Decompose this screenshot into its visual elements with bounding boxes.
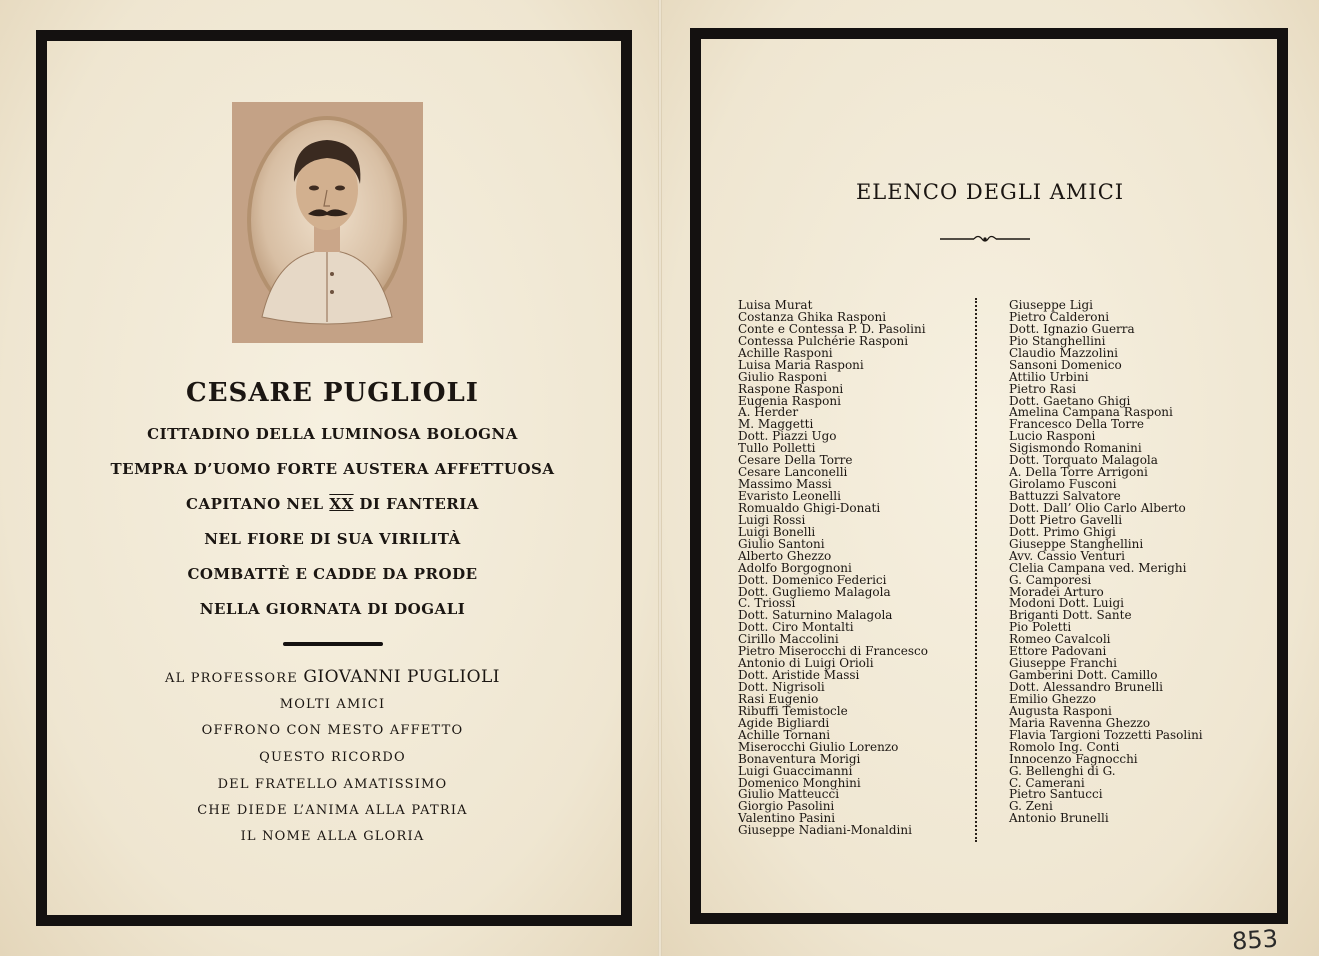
friend-name: Giulio Santoni	[738, 536, 825, 551]
dedication-line: MOLTI AMICI	[279, 697, 386, 712]
friend-name: Flavia Targioni Tozzetti Pasolini	[1009, 727, 1203, 742]
friend-name: Luigi Bonelli	[738, 524, 816, 539]
friend-name: Pietro Miserocchi di Francesco	[738, 644, 928, 659]
friend-name: Girolamo Fusconi	[1009, 477, 1117, 492]
friend-name: Pietro Santucci	[1009, 787, 1103, 802]
dedication-line: IL NOME ALLA GLORIA	[240, 829, 425, 844]
friend-name: Achille Rasponi	[738, 345, 833, 360]
friends-list-column-right	[1009, 300, 1203, 825]
friend-name: Pio Stanghellini	[1009, 333, 1106, 348]
dedication-prefix: AL PROFESSORE	[164, 671, 298, 686]
section-divider	[283, 642, 383, 646]
friend-name: Ettore Padovani	[1009, 644, 1107, 659]
friend-name: Dott. Dall’ Olio Carlo Alberto	[1009, 500, 1186, 515]
friend-name: Giuseppe Ligi	[1009, 298, 1094, 312]
dedication-line: CHE DIEDE L’ANIMA ALLA PATRIA	[197, 803, 468, 818]
friend-name: Maria Ravenna Ghezzo	[1009, 715, 1151, 730]
friend-name: Rasi Eugenio	[738, 691, 819, 706]
friend-name: Ribuffi Temistocle	[738, 703, 848, 718]
friend-name: Cesare Della Torre	[738, 453, 853, 468]
friend-name: A. Della Torre Arrigoni	[1009, 465, 1148, 480]
deceased-name: CESARE PUGLIOLI	[186, 378, 479, 408]
friend-name: Luisa Murat	[738, 298, 813, 312]
friend-name: Claudio Mazzolini	[1009, 345, 1119, 360]
friend-name: Sigismondo Romanini	[1009, 441, 1142, 456]
friend-name: Sansoni Domenico	[1009, 357, 1122, 372]
friend-name: Dott. Torquato Malagola	[1009, 453, 1158, 468]
column-divider	[975, 298, 977, 842]
friend-name: Evaristo Leonelli	[738, 489, 841, 503]
friend-name: Agide Bigliardi	[738, 715, 830, 730]
friend-name: Giulio Rasponi	[738, 369, 827, 384]
friend-name: Alberto Ghezzo	[738, 548, 832, 563]
friend-name: Eugenia Rasponi	[738, 393, 841, 408]
friend-name: Dott. Aristide Massi	[738, 668, 860, 683]
portrait-photo	[232, 102, 423, 343]
epitaph-line: TEMPRA D’UOMO FORTE AUSTERA AFFETTUOSA	[110, 460, 555, 478]
friend-name: Giuseppe Stanghellini	[1009, 536, 1144, 551]
friend-name: Luigi Guaccimanni	[738, 763, 853, 778]
friend-name: Cesare Lanconelli	[738, 465, 848, 480]
friend-name: C. Camerani	[1009, 775, 1085, 790]
friend-name: Romolo Ing. Conti	[1009, 739, 1120, 754]
friend-name: A. Herder	[738, 405, 799, 420]
epitaph-rank-suffix: DI FANTERIA	[359, 495, 479, 513]
friend-name: Pietro Rasi	[1009, 381, 1077, 396]
friend-name: Briganti Dott. Sante	[1009, 608, 1132, 623]
dedication-recipient: GIOVANNI PUGLIOLI	[303, 667, 501, 687]
epitaph-line: NELLA GIORNATA DI DOGALI	[199, 600, 466, 618]
friend-name: Dott. Piazzi Ugo	[738, 429, 837, 444]
friend-name: Antonio di Luigi Orioli	[738, 656, 874, 671]
friend-name: Bonaventura Morigi	[738, 751, 861, 766]
friend-name: Emilio Ghezzo	[1009, 691, 1096, 706]
friend-name: Dott. Alessandro Brunelli	[1009, 680, 1164, 694]
friend-name: Amelina Campana Rasponi	[1009, 405, 1173, 420]
friend-name: Giuseppe Nadiani-Monaldini	[738, 823, 912, 838]
friend-name: Achille Tornani	[738, 727, 831, 742]
dedication-line: QUESTO RICORDO	[259, 750, 406, 765]
friend-name: Clelia Campana ved. Merighi	[1009, 560, 1187, 575]
dedication-line: OFFRONO CON MESTO AFFETTO	[201, 723, 464, 738]
dedication-recipient-line	[80, 667, 585, 687]
friend-name: Romeo Cavalcoli	[1009, 632, 1111, 647]
friend-name: Dott Pietro Gavelli	[1009, 512, 1123, 527]
friend-name: Luisa Maria Rasponi	[738, 357, 864, 372]
friend-name: Giuseppe Franchi	[1009, 656, 1117, 671]
friend-name: Lucio Rasponi	[1009, 429, 1096, 444]
dedication-line: DEL FRATELLO AMATISSIMO	[217, 777, 448, 792]
page-fold	[658, 0, 662, 956]
friend-name: Dott. Primo Ghigi	[1009, 524, 1116, 539]
friend-name: Gamberini Dott. Camillo	[1009, 668, 1158, 683]
friend-name: Moradei Arturo	[1009, 584, 1104, 599]
friend-name: Tullo Polletti	[738, 441, 816, 456]
friend-name: Pietro Calderoni	[1009, 309, 1110, 324]
epitaph-line: CITTADINO DELLA LUMINOSA BOLOGNA	[147, 425, 518, 443]
friend-name: Dott. Ignazio Guerra	[1009, 321, 1135, 336]
friend-name: Dott. Gugliemo Malagola	[738, 584, 891, 599]
epitaph-line: NEL FIORE DI SUA VIRILITÀ	[204, 530, 461, 548]
friend-name: Avv. Cassio Venturi	[1009, 548, 1125, 563]
friend-name: G. Zeni	[1009, 799, 1053, 814]
friend-name: Dott. Saturnino Malagola	[738, 608, 893, 623]
friend-name: Cirillo Maccolini	[738, 632, 839, 647]
inventory-number: 853	[1231, 924, 1279, 956]
friend-name: Antonio Brunelli	[1009, 811, 1109, 826]
friend-name: Giulio Matteucci	[738, 787, 840, 802]
friend-name: G. Bellenghi di G.	[1009, 763, 1116, 778]
friend-name: Massimo Massi	[738, 477, 832, 492]
epitaph-line	[80, 495, 585, 513]
friend-name: G. Camporesi	[1009, 572, 1092, 587]
friend-name: Costanza Ghika Rasponi	[738, 309, 887, 324]
friend-name: Raspone Rasponi	[738, 381, 844, 396]
friend-name: Contessa Pulchérie Rasponi	[738, 333, 909, 348]
friends-list-title: ELENCO DEGLI AMICI	[855, 180, 1125, 204]
ornament-divider-icon	[940, 230, 1030, 249]
friend-name: Domenico Monghini	[738, 775, 861, 790]
friend-name: Dott. Ciro Montalti	[738, 620, 854, 635]
epitaph-regiment-number: XX	[329, 495, 354, 513]
friend-name: C. Triossi	[738, 596, 796, 611]
friend-name: Augusta Rasponi	[1009, 703, 1112, 718]
friend-name: Adolfo Borgognoni	[738, 560, 852, 575]
friend-name: Modoni Dott. Luigi	[1009, 596, 1124, 611]
friend-name: Attilio Urbini	[1009, 369, 1089, 384]
friend-name: Battuzzi Salvatore	[1009, 489, 1121, 503]
friend-name: Francesco Della Torre	[1009, 417, 1144, 432]
friends-list-column-left	[738, 300, 928, 837]
friend-name: Pio Poletti	[1009, 620, 1072, 635]
friend-name: Romualdo Ghigi-Donati	[738, 500, 881, 515]
friend-name: Valentino Pasini	[738, 811, 836, 826]
friend-name: Miserocchi Giulio Lorenzo	[738, 739, 899, 754]
epitaph-line: COMBATTÈ E CADDE DA PRODE	[187, 565, 478, 583]
epitaph-rank-prefix: CAPITANO NEL	[186, 495, 324, 513]
friend-name: Dott. Gaetano Ghigi	[1009, 393, 1131, 408]
friend-name: Innocenzo Fagnocchi	[1009, 751, 1138, 766]
friend-name: Conte e Contessa P. D. Pasolini	[738, 321, 926, 336]
friend-name: Dott. Domenico Federici	[738, 572, 887, 587]
friend-name: M. Maggetti	[738, 417, 814, 432]
friend-name: Luigi Rossi	[738, 512, 806, 527]
friend-name: Dott. Nigrisoli	[738, 680, 825, 694]
friend-name: Giorgio Pasolini	[738, 799, 835, 814]
